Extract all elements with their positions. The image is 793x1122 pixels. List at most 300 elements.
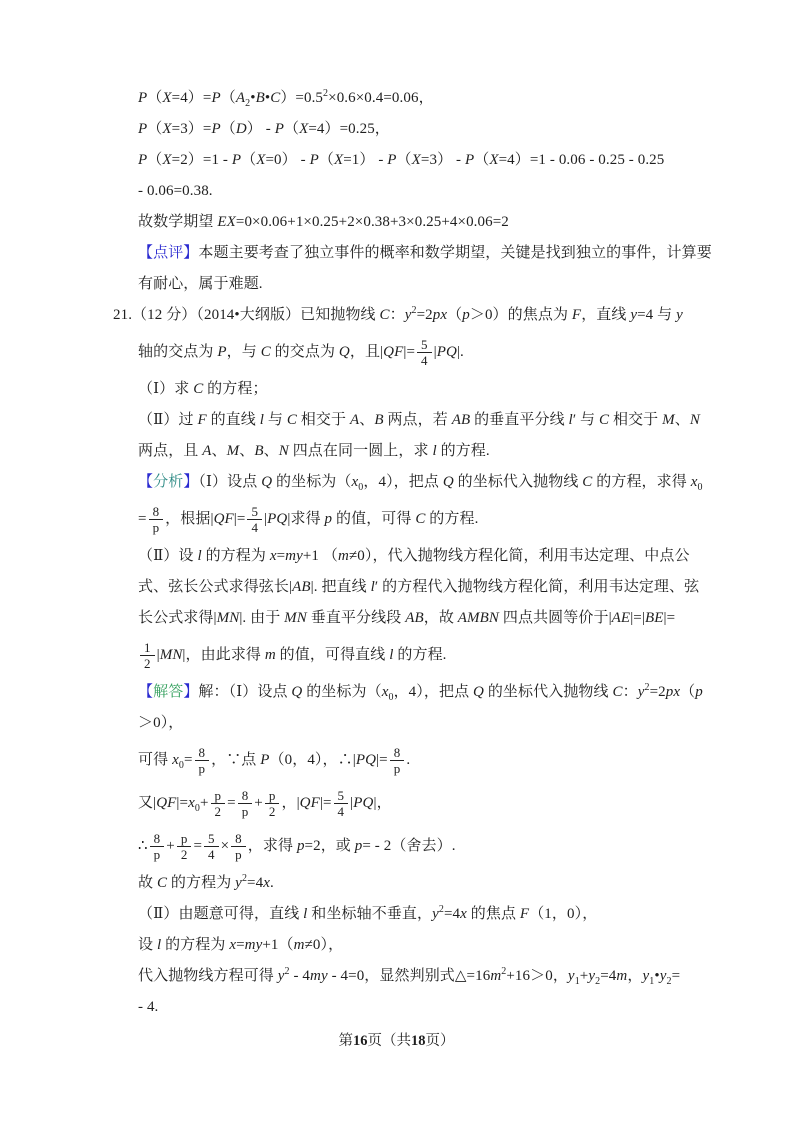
math-variable: x [172,751,179,768]
fraction [417,337,432,368]
line-12 [138,441,753,462]
text-run: = [671,968,681,984]
section-label: 【 [138,684,154,700]
fraction-denominator: 2 [214,804,222,819]
math-variable: my [285,548,303,564]
fraction [211,788,226,819]
line-26 [138,935,753,956]
line-5 [138,212,753,233]
math-variable: y [235,875,242,891]
text-run: 轴的交点为 [138,343,218,360]
math-variable: C [260,343,271,360]
text-run: （ [220,90,236,106]
text-run: - 4. [138,999,159,1015]
line-22 [138,787,753,820]
text-run: 第 [338,1033,353,1049]
section-label: 解答 [153,684,184,700]
fraction-denominator: 2 [268,804,276,819]
text-run: =4 [443,906,461,922]
text-run: |. 把直线 [310,579,371,595]
text-run: =3） - [420,152,465,168]
text-run: = [138,510,147,527]
text-run: 相交于 [296,412,350,428]
superscript: 2 [501,966,507,977]
math-variable: P [274,121,284,137]
fraction-denominator: 2 [180,847,188,862]
math-variable: m [264,646,276,663]
line-14 [138,503,753,536]
text-run: | [350,794,354,811]
text-run: （ [220,121,236,137]
math-variable: Q [291,684,303,700]
fraction-denominator: 2 [144,656,151,671]
subscript: 0 [697,482,703,493]
math-variable: C [612,684,623,700]
text-run: =4 [600,968,617,984]
text-run: 的坐标为（ [302,684,382,700]
math-variable: p [296,837,305,854]
math-variable: X [489,152,499,168]
text-run: ，且| [349,343,384,360]
fraction-denominator: p [153,847,161,862]
math-variable: Q [261,474,273,490]
fraction-numerator: p [177,831,192,847]
text-run: =4）=1 - 0.06 - 0.25 - 0.25 [498,152,665,168]
text-run: ，4），把点 [363,474,443,490]
text-run: 式、弦长公式求得弦长| [138,579,293,595]
text-run: = [183,751,193,768]
math-variable: l [259,412,265,428]
math-variable: A [235,90,246,106]
math-variable: MN [216,610,240,626]
text-run: 与 [264,412,287,428]
text-run: （ [318,152,334,168]
text-run: =2 [416,307,433,323]
line-7 [138,274,753,295]
math-variable: y [642,968,650,984]
text-run: × [220,837,230,854]
math-variable: B [254,443,264,459]
text-run: （ [396,152,412,168]
text-run: +1（ [262,937,294,953]
line-15 [138,546,753,567]
text-run: 的垂直平分线 [470,412,569,428]
fraction-denominator: 4 [421,353,428,368]
math-variable: x [269,548,277,564]
fraction-numerator: 5 [334,788,349,804]
math-variable: QF [156,794,177,811]
text-run: 解：（Ⅰ）设点 [198,684,292,700]
text-run: 的交点为 [270,343,339,360]
math-variable: y [588,968,596,984]
text-run: （ [241,152,257,168]
fraction-numerator: 5 [247,504,262,520]
text-run: 两点，且 [138,443,203,459]
math-variable: p [462,307,470,323]
text-run: |. [456,343,464,360]
math-variable: PQ [436,343,457,360]
text-run: =2，或 [304,837,355,854]
math-variable: X [162,152,172,168]
fraction [195,745,210,776]
text-run: ≠0）， [304,937,344,953]
math-variable: P [309,152,319,168]
text-run: 的值，可得直线 [275,646,390,663]
math-variable: l [432,443,437,459]
text-run: ，| [281,794,300,811]
text-run: 页（共 [367,1033,411,1049]
line-11 [138,410,753,431]
math-variable: B [255,90,265,106]
subscript: 2 [666,976,672,987]
math-variable: C [286,412,297,428]
math-variable: m [338,548,349,564]
text-run: ≠0），代入抛物线方程化简，利用韦达定理、中点公 [348,548,690,564]
line-16 [138,577,753,598]
text-run: 的方程，求得 [592,474,691,490]
math-variable: F [571,307,582,323]
text-run: +16＞0， [506,968,568,984]
math-variable: AE [611,610,631,626]
subscript: 1 [649,976,655,987]
section-label: 】 [183,474,199,490]
text-run: （Ⅱ）设 [138,548,198,564]
math-variable: l [156,937,162,953]
text-run: 的直线 [206,412,260,428]
math-variable: QF [383,343,404,360]
text-run: ，与 [226,343,261,360]
math-variable: QF [299,794,320,811]
math-variable: l [303,906,308,922]
math-variable: MN [159,646,183,663]
text-run: . [406,751,411,768]
text-run: 的方程. [436,443,490,459]
text-run: |求得 [287,510,325,527]
math-variable: P [138,152,148,168]
fraction [334,788,349,819]
text-run: 、 [674,412,690,428]
text-run: （ [680,684,696,700]
math-variable: p [354,837,363,854]
fraction-numerator: 8 [150,831,165,847]
math-variable: C [193,381,204,397]
math-variable: l [197,548,202,564]
fraction [177,831,192,862]
fraction-numerator: p [265,788,280,804]
superscript: 2 [411,305,417,316]
text-run: 的坐标为（ [272,474,352,490]
text-run: | [433,343,437,360]
line-2 [138,119,753,140]
math-variable: y [404,307,412,323]
math-variable: PQ [353,794,374,811]
fraction [231,831,246,862]
superscript: 2 [438,904,444,915]
text-run: = [227,794,236,811]
text-run: =1） - [343,152,388,168]
text-run: （Ⅰ）设点 [198,474,262,490]
line-9 [138,336,753,369]
text-run: ＞0）， [138,715,184,731]
text-run: 四点在同一圆上，求 [288,443,433,459]
fraction-numerator: 5 [417,337,432,353]
math-variable: AB [292,579,311,595]
section-label: 分析 [153,474,184,490]
text-run: =0） - [265,152,310,168]
text-run: 、 [211,443,227,459]
text-run: |= [376,751,388,768]
math-variable: EX [217,214,236,230]
text-run: ′ 的方程代入抛物线方程化简，利用韦达定理、弦 [374,579,700,595]
text-run: 的焦点 [466,906,520,922]
text-run: 的方程. [393,646,447,663]
math-variable: C [156,875,168,891]
text-run: | [156,646,160,663]
text-run: . [269,875,274,891]
math-variable: P [217,343,227,360]
text-run: 本题主要考查了独立事件的概率和数学期望，关键是找到独立的事件，计算要 [198,245,712,261]
text-run: 有耐心，属于难题. [138,276,263,292]
text-run: =3）= [171,121,212,137]
text-run: • [654,968,660,984]
math-variable: l [370,579,375,595]
text-run: （Ⅱ）过 [138,412,198,428]
text-run: ′ 与 [572,412,600,428]
math-variable: X [333,152,344,168]
math-variable: C [582,474,593,490]
section-label: 】 [183,684,199,700]
text-run: + [166,837,175,854]
math-variable: P [260,751,270,768]
math-variable: N [689,412,700,428]
text-run: |，由此求得 [182,646,265,663]
text-run: = [236,937,245,953]
text-run: （ [147,152,163,168]
text-run: ，求得 [247,837,297,854]
text-run: ， [627,968,643,984]
math-variable: y [567,968,575,984]
math-variable: A [349,412,360,428]
fraction-denominator: 4 [208,847,215,862]
text-run: 页） [425,1033,455,1049]
text-run: +1 （ [302,548,338,564]
math-variable: PQ [355,751,377,768]
text-run: 、 [263,443,279,459]
text-run: | [264,510,268,527]
text-run: （ [447,307,463,323]
line-8 [113,305,753,326]
text-run: + [579,968,589,984]
text-run: |= [319,794,332,811]
text-run: - 4=0，显然判别式△=16 [327,968,491,984]
text-run: ＞0）的焦点为 [469,307,572,323]
fraction [150,831,165,862]
subscript: 0 [388,692,394,703]
text-run: |= [663,610,676,626]
fraction-numerator: p [211,788,226,804]
math-variable: x [263,875,270,891]
math-variable: D [235,121,247,137]
text-run: （1，0）， [529,906,598,922]
math-variable: my [244,937,263,953]
text-run: 代入抛物线方程可得 [138,968,278,984]
math-variable: m [616,968,628,984]
superscript: 2 [323,88,329,99]
text-run: 的值，可得 [332,510,416,527]
line-10 [138,379,753,400]
superscript: 2 [644,682,650,693]
text-run: =0×0.06+1×0.25+2×0.38+3×0.25+4×0.06=2 [235,214,509,230]
math-variable: P [138,121,148,137]
math-variable: P [231,152,242,168]
text-run: 设 [138,937,157,953]
math-variable: p [324,510,333,527]
math-variable: P [138,90,148,106]
math-variable: y [277,968,285,984]
line-19 [138,682,753,703]
text-run: 和坐标轴不垂直， [307,906,433,922]
line-13 [138,472,753,493]
line-4 [138,181,753,202]
math-variable: p [695,684,703,700]
math-variable: M [662,412,675,428]
math-variable: y [659,968,667,984]
text-run: =4）=0.25， [308,121,390,137]
math-variable: X [162,90,172,106]
subscript: 1 [574,976,580,987]
text-run: ，∵点 [211,751,261,768]
text-run: =4）= [171,90,212,106]
math-variable: X [162,121,172,137]
fraction [265,788,280,819]
line-27 [138,966,753,987]
math-variable: px [432,307,448,323]
page-footer [0,1029,793,1050]
text-run: =4 [247,875,264,891]
math-variable: x [381,684,389,700]
fraction-denominator: p [393,761,401,776]
superscript: 2 [284,966,290,977]
text-run: 的坐标代入抛物线 [483,684,613,700]
math-variable: P [464,152,475,168]
math-variable: my [310,968,328,984]
line-1 [138,88,753,109]
math-variable: X [256,152,266,168]
subscript: 2 [245,98,251,109]
math-variable: N [278,443,289,459]
math-variable: y [432,906,439,922]
line-20 [138,713,753,734]
fraction-denominator: 4 [251,520,259,535]
text-run: |= [403,343,416,360]
math-variable: X [411,152,421,168]
math-variable: x [690,474,698,490]
line-3 [138,150,753,171]
text-run: - 4 [289,968,311,984]
text-run: 的坐标代入抛物线 [453,474,583,490]
math-variable: AMBN [457,610,500,626]
text-run: + [254,794,263,811]
text-run: + [199,794,209,811]
math-variable: y [676,307,683,323]
subscript: 0 [178,759,184,771]
math-variable: C [270,90,281,106]
text-run: 21.（12 分）（2014•大纲版）已知抛物线 [113,307,380,323]
fraction [140,640,155,671]
math-variable: F [197,412,207,428]
fraction-numerator: 8 [390,745,405,761]
text-run: |= [176,794,189,811]
math-variable: P [211,121,221,137]
text-run: |=| [630,610,645,626]
fraction-denominator: p [241,804,249,819]
text-run: • [264,90,271,106]
fraction-denominator: 4 [337,804,345,819]
math-variable: B [374,412,384,428]
line-6 [138,243,753,264]
text-run: 、 [359,412,375,428]
text-run: =4 与 [637,307,677,323]
text-run: 故数学期望 [138,214,218,230]
math-variable: l [389,646,394,663]
text-run: （Ⅰ）求 [138,381,194,397]
math-variable: AB [405,610,424,626]
text-run: ： [389,307,405,323]
text-run: 故 [138,875,157,891]
text-run: = - 2（舍去）. [362,837,456,854]
text-run: 的方程； [203,381,268,397]
fraction-denominator: p [235,847,242,862]
text-run: （ [147,121,163,137]
fraction-numerator: 8 [149,504,164,520]
text-run: ×0.6×0.4=0.06， [328,90,434,106]
subscript: 2 [595,976,601,987]
text-run: 相交于 [609,412,663,428]
math-variable: P [211,90,221,106]
line-25 [138,904,753,925]
text-run: （ [147,90,163,106]
text-run: 、 [239,443,255,459]
bold-text: 18 [411,1033,426,1049]
line-24 [138,873,753,894]
line-21 [138,744,753,777]
text-run: ，4），把点 [393,684,474,700]
text-run: ： [622,684,638,700]
text-run: ，直线 [581,307,631,323]
text-run: 两点，若 [383,412,452,428]
subscript: 0 [358,482,364,493]
math-variable: QF [213,510,234,527]
fraction [149,504,164,535]
fraction [390,745,405,776]
fraction-numerator: 8 [195,745,210,761]
text-run: （ [283,121,300,137]
text-run: =2 [649,684,666,700]
line-23 [138,830,753,863]
text-run: ）=0.5 [280,90,324,106]
superscript: 2 [241,873,248,884]
math-variable: M [226,443,240,459]
text-run: ，根据| [165,510,214,527]
math-variable: Q [338,343,350,360]
text-run: = [193,837,202,854]
text-run: 的方程为 [161,937,230,953]
math-variable: x [351,474,359,490]
line-28 [138,997,753,1018]
math-variable: y [637,684,645,700]
fraction [247,504,262,535]
text-run: 四点共圆等价于| [499,610,612,626]
